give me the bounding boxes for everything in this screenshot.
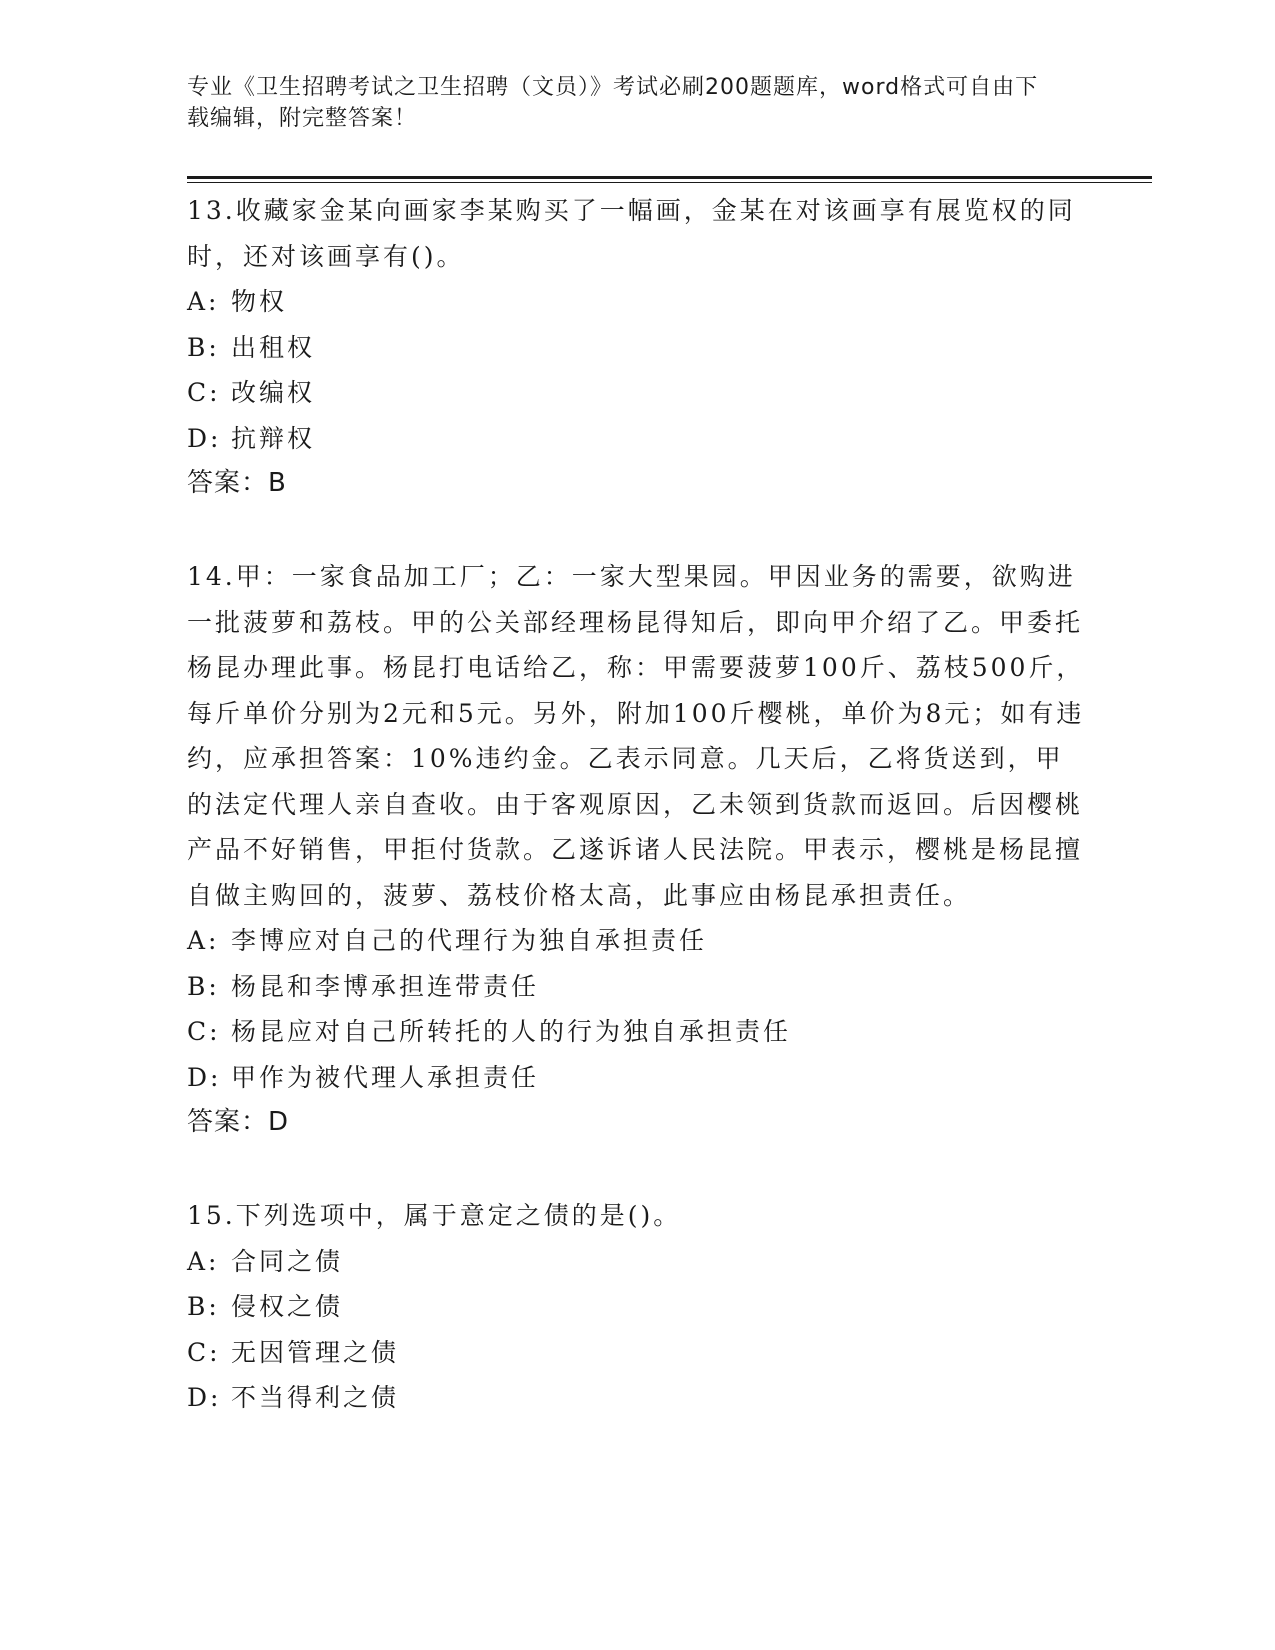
question-stem: 15.下列选项中，属于意定之债的是()。 <box>187 1201 682 1230</box>
option-c <box>187 1009 1087 1055</box>
answer-line: 答案：B <box>187 468 287 498</box>
question-stem: 13.收藏家金某向画家李某购买了一幅画，金某在对该画享有展览权的同时，还对该画享有()。 <box>187 196 1076 271</box>
option-key: C: <box>187 1337 221 1367</box>
option-a <box>187 918 1087 964</box>
option-c <box>187 1330 1087 1376</box>
option-key: A: <box>187 926 220 955</box>
option-key: B: <box>187 971 220 1001</box>
question-15 <box>187 1193 1087 1421</box>
option-key: D: <box>187 1062 222 1092</box>
header-divider-thin <box>187 182 1152 183</box>
answer-line: 答案：D <box>187 1107 290 1137</box>
option-d <box>187 416 1087 462</box>
document-header: 专业《卫生招聘考试之卫生招聘（文员）》考试必刷200题题库，word格式可自由下载编辑，附完整答案！ <box>187 75 1039 131</box>
header-divider-thick <box>187 176 1152 179</box>
option-a <box>187 279 1087 325</box>
option-text: 抗辩权 <box>231 423 316 453</box>
questions-container <box>187 188 1087 1469</box>
option-key: B: <box>187 1292 220 1321</box>
option-b <box>187 325 1087 371</box>
option-key: B: <box>187 332 220 362</box>
option-text: 杨昆应对自己所转托的人的行为独自承担责任 <box>231 1017 792 1046</box>
option-b <box>187 1284 1087 1330</box>
option-d <box>187 1055 1087 1101</box>
option-key: C: <box>187 378 221 407</box>
question-13 <box>187 188 1087 506</box>
option-text: 改编权 <box>231 378 316 407</box>
option-text: 出租权 <box>231 332 316 362</box>
option-text: 无因管理之债 <box>231 1337 400 1367</box>
option-text: 侵权之债 <box>231 1292 344 1321</box>
question-14 <box>187 554 1087 1145</box>
option-text: 杨昆和李博承担连带责任 <box>231 971 540 1001</box>
option-key: A: <box>187 287 220 316</box>
question-stem: 14.甲：一家食品加工厂；乙：一家大型果园。甲因业务的需要，欲购进一批菠萝和荔枝。甲的公关部经理杨昆得知后，即向甲介绍了乙。甲委托杨昆办理此事。杨昆打电话给乙，称：甲需要菠萝100斤、荔枝500斤，每斤单价分别为2元和5元。另外，附加100斤樱桃，单价为8元；如有违约，应承担答案：10%违约金。乙表示同意。几天后，乙将货送到，甲的法定代理人亲自查收。由于客观原因，乙未领到货款而返回。后因樱桃产品不好销售，甲拒付货款。乙遂诉诸人民法院。甲表示，樱桃是杨昆擅自做主购回的，菠萝、荔枝价格太高，此事应由杨昆承担责任。 <box>187 562 1085 910</box>
option-key: A: <box>187 1246 220 1276</box>
option-text: 合同之债 <box>231 1246 344 1276</box>
option-d <box>187 1375 1087 1421</box>
option-key: D: <box>187 1383 222 1412</box>
option-text: 不当得利之债 <box>231 1383 400 1412</box>
option-text: 甲作为被代理人承担责任 <box>231 1062 540 1092</box>
option-text: 李博应对自己的代理行为独自承担责任 <box>231 926 708 955</box>
option-a <box>187 1239 1087 1285</box>
option-c <box>187 370 1087 416</box>
option-b <box>187 964 1087 1010</box>
option-text: 物权 <box>231 287 288 316</box>
option-key: D: <box>187 423 222 453</box>
option-key: C: <box>187 1017 221 1046</box>
